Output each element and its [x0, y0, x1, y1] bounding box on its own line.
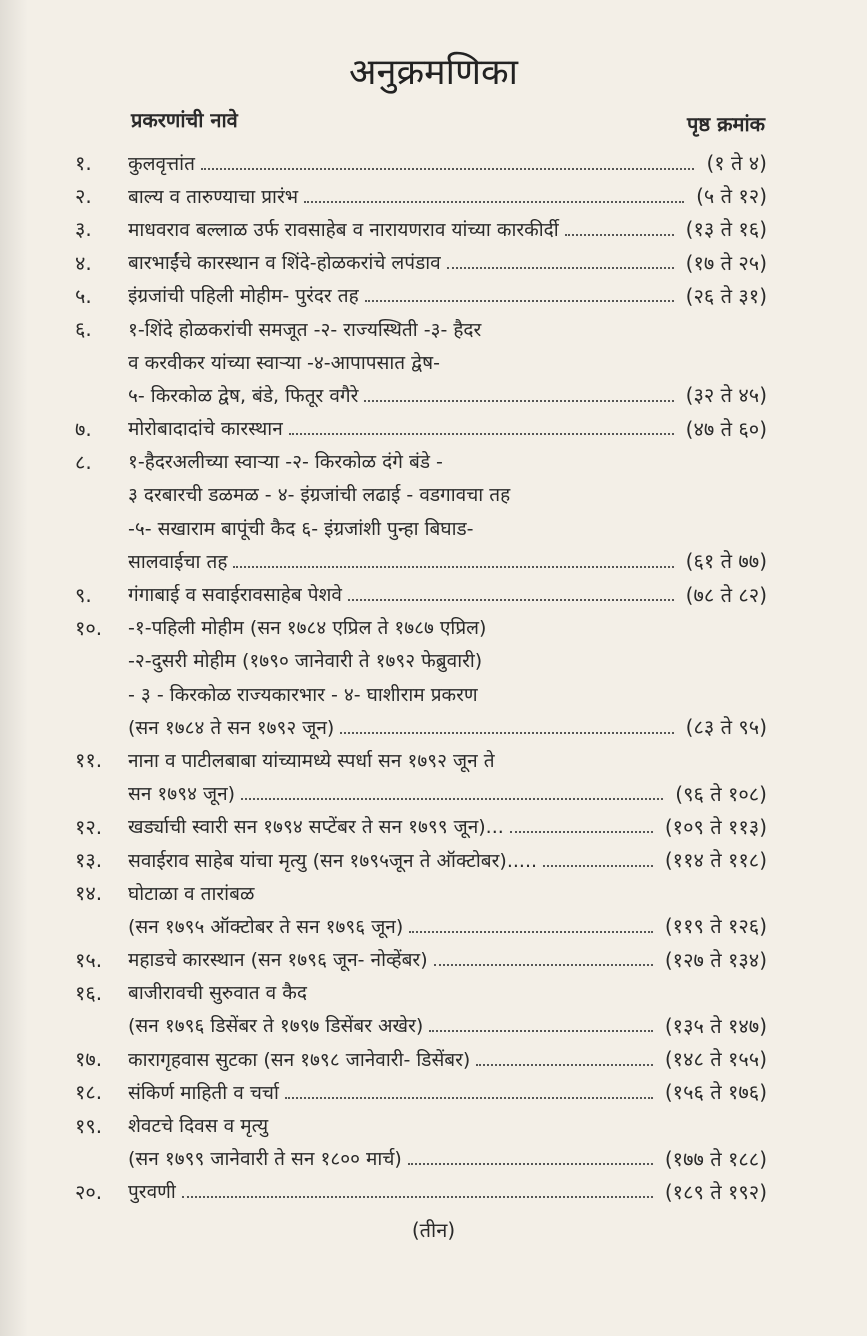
- chapter-title-text: [128, 813, 767, 840]
- toc-entry: [75, 246, 767, 279]
- chapter-title: खर्ड्याची स्वारी सन १७९४ सप्टेंबर ते सन १७९९ जून)...: [128, 816, 504, 839]
- toc-entry: [75, 179, 767, 212]
- chapter-title: महाडचे कारस्थान (सन १७९६ जून- नोव्हेंबर): [128, 949, 428, 972]
- chapter-title-text: [128, 415, 767, 442]
- chapter-title: शेवटचे दिवस व मृत्यु: [128, 1115, 269, 1138]
- toc-entry-line: [75, 279, 767, 312]
- chapter-title: सन १७९४ जून): [128, 783, 236, 806]
- table-of-contents: [75, 146, 767, 1208]
- dot-leader: [182, 1192, 653, 1198]
- toc-entry: [75, 611, 767, 744]
- chapter-title: घोटाळा व तारांबळ: [128, 882, 255, 905]
- chapter-title: कारागृहवास सुटका (सन १७९८ जानेवारी- डिसेंबर): [128, 1048, 471, 1071]
- chapter-number: २०.: [75, 1179, 103, 1204]
- page-range: (१०९ ते ११३): [664, 814, 767, 839]
- dot-leader: [429, 1026, 653, 1032]
- toc-entry: [75, 212, 767, 245]
- chapter-title-text: [128, 614, 767, 640]
- chapter-number: ९.: [75, 582, 92, 607]
- page-range: (१७७ ते १८८): [664, 1146, 767, 1171]
- page-range: (७८ ते ८२): [685, 582, 767, 607]
- toc-entry: [75, 743, 767, 809]
- chapter-title-text: [128, 1012, 767, 1039]
- chapter-title: मोरोबादादांचे कारस्थान: [128, 418, 283, 441]
- toc-entry-line: [75, 312, 767, 345]
- toc-entry-line: [75, 843, 767, 876]
- chapter-title-text: [128, 647, 767, 673]
- dot-leader: [476, 1060, 653, 1066]
- chapter-title-text: [128, 182, 767, 209]
- chapter-number: १५.: [75, 947, 103, 972]
- page-range: (१२७ ते १३४): [664, 947, 767, 972]
- dot-leader: [434, 960, 653, 966]
- toc-entry: [75, 445, 767, 578]
- page-edge-shadow: [0, 0, 28, 1336]
- chapter-title-text: [128, 448, 767, 474]
- toc-entry-line: [75, 976, 767, 1009]
- page-number-footer: (तीन): [411, 1218, 456, 1242]
- toc-entry-line: [75, 1108, 767, 1141]
- toc-entry: [75, 1108, 767, 1174]
- toc-entry-line: [75, 1009, 767, 1042]
- chapter-title: गंगाबाई व सवाईरावसाहेब पेशवे: [128, 584, 342, 607]
- chapter-title: ३ दरबारची डळमळ - ४- इंग्रजांची लढाई - वडगावचा तह: [128, 484, 511, 507]
- page-range: (९६ ते १०८): [675, 781, 767, 806]
- toc-entry-line: [75, 345, 767, 378]
- chapter-title-text: [128, 681, 767, 707]
- chapter-number: १८.: [75, 1080, 103, 1105]
- chapter-title-text: [128, 1178, 767, 1205]
- chapter-number: १०.: [75, 615, 103, 640]
- dot-leader: [510, 827, 653, 833]
- chapter-title: - ३ - किरकोळ राज्यकारभार - ४- घाशीराम प्रकरण: [128, 683, 478, 706]
- pages-column-header: पृष्ठ क्रमांक: [687, 112, 765, 136]
- chapter-title: बाल्य व तारुण्याचा प्रारंभ: [128, 185, 299, 208]
- chapter-title-text: [128, 747, 767, 773]
- toc-entry: [75, 843, 767, 876]
- page-range: (१४८ ते १५५): [664, 1047, 767, 1072]
- toc-entry-line: [75, 777, 767, 810]
- dot-leader: [565, 230, 674, 236]
- toc-entry-line: [75, 677, 767, 710]
- chapter-title: -१-पहिली मोहीम (सन १७८४ एप्रिल ते १७८७ एप्रिल): [128, 617, 487, 640]
- page-range: (१३५ ते १४७): [664, 1013, 767, 1038]
- toc-entry: [75, 279, 767, 312]
- dot-leader: [289, 429, 674, 435]
- chapter-title: सालवाईचा तह: [128, 550, 228, 573]
- chapter-title-text: [128, 946, 767, 973]
- chapter-title-text: [128, 912, 767, 939]
- chapter-number: २.: [75, 184, 92, 209]
- toc-entry-line: [75, 1175, 767, 1208]
- chapter-title-text: [128, 979, 767, 1005]
- chapter-number: १७.: [75, 1047, 103, 1072]
- toc-entry-line: [75, 810, 767, 843]
- dot-leader: [241, 794, 663, 800]
- page-range: (८३ ते ९५): [685, 715, 767, 740]
- chapter-title-text: [128, 282, 767, 309]
- toc-entry-line: [75, 876, 767, 909]
- dot-leader: [201, 164, 695, 170]
- toc-entry-line: [75, 445, 767, 478]
- toc-entry-line: [75, 378, 767, 411]
- chapter-title: बारभाईंचे कारस्थान व शिंदे-होळकरांचे लपंडाव: [128, 252, 441, 275]
- chapter-title: १-हैदरअलीच्या स्वाऱ्या -२- किरकोळ दंगे बंडे -: [128, 451, 443, 474]
- chapter-title-text: [128, 1078, 767, 1105]
- chapter-title: ५- किरकोळ द्वेष, बंडे, फितूर वगैरे: [128, 384, 359, 407]
- toc-entry-line: [75, 1042, 767, 1075]
- toc-entry-line: [75, 644, 767, 677]
- page-range: (४७ ते ६०): [685, 416, 767, 441]
- page-range: (१५६ ते १७६): [664, 1080, 767, 1105]
- dot-leader: [365, 296, 674, 302]
- toc-entry-line: [75, 743, 767, 776]
- dot-leader: [543, 861, 653, 867]
- page-range: (१ ते ४): [706, 151, 767, 176]
- toc-entry-line: [75, 412, 767, 445]
- toc-entry-line: [75, 909, 767, 942]
- page-range: (३२ ते ४५): [685, 383, 767, 408]
- chapter-title-text: [128, 481, 767, 507]
- chapter-number: १२.: [75, 814, 103, 839]
- chapter-title-text: [128, 149, 767, 176]
- dot-leader: [340, 728, 673, 734]
- chapter-title-text: [128, 1145, 767, 1172]
- chapter-title: सवाईराव साहेब यांचा मृत्यु (सन १७९५जून ते ऑक्टोबर).....: [128, 849, 538, 872]
- toc-entry: [75, 577, 767, 610]
- chapter-number: १९.: [75, 1113, 103, 1138]
- toc-entry: [75, 1075, 767, 1108]
- chapter-title-text: [128, 515, 767, 541]
- chapter-title: -५- सखाराम बापूंची कैद ६- इंग्रजांशी पुन्हा बिघाड-: [128, 517, 474, 540]
- dot-leader: [364, 396, 673, 402]
- page-range: (५ ते १२): [696, 184, 767, 209]
- toc-entry-line: [75, 179, 767, 212]
- chapter-title: (सन १७९५ ऑक्टोबर ते सन १७९६ जून): [128, 915, 404, 938]
- chapter-number: ३.: [75, 217, 92, 242]
- chapter-title-text: [128, 215, 767, 242]
- toc-entry: [75, 146, 767, 179]
- page-range: (१७ ते २५): [685, 250, 767, 275]
- chapter-title: इंग्रजांची पहिली मोहीम- पुरंदर तह: [128, 285, 359, 308]
- toc-entry: [75, 943, 767, 976]
- toc-entry: [75, 312, 767, 412]
- toc-entry: [75, 876, 767, 942]
- chapter-title-text: [128, 316, 767, 342]
- chapter-number: ६.: [75, 317, 92, 342]
- dot-leader: [408, 1159, 653, 1165]
- chapter-title-text: [128, 1045, 767, 1072]
- chapter-title: -२-दुसरी मोहीम (१७९० जानेवारी ते १७९२ फेब्रुवारी): [128, 650, 483, 673]
- chapter-title: माधवराव बल्लाळ उर्फ रावसाहेब व नारायणराव यांच्या कारकीर्दी: [128, 218, 559, 241]
- chapter-title: व करवीकर यांच्या स्वाऱ्या -४-आपापसात द्वेष-: [128, 351, 440, 374]
- toc-entry-line: [75, 577, 767, 610]
- page-range: (२६ ते ३१): [685, 283, 767, 308]
- chapter-title-text: [128, 1112, 767, 1138]
- chapter-title-text: [128, 880, 767, 906]
- chapter-number: ५.: [75, 283, 92, 308]
- chapter-title-text: [128, 780, 767, 807]
- chapter-title: (सन १७८४ ते सन १७९२ जून): [128, 716, 335, 739]
- dot-leader: [447, 263, 674, 269]
- chapter-title: (सन १७९९ जानेवारी ते सन १८०० मार्च): [128, 1148, 402, 1171]
- chapter-title: १-शिंदे होळकरांची समजूत -२- राज्यस्थिती -३- हैदर: [128, 318, 482, 341]
- page-range: (६१ ते ७७): [685, 549, 767, 574]
- chapter-title: कुलवृत्तांत: [128, 152, 195, 175]
- dot-leader: [409, 927, 653, 933]
- page-range: (१३ ते १६): [685, 217, 767, 242]
- page-range: (१८९ ते १९२): [664, 1179, 767, 1204]
- dot-leader: [285, 1093, 653, 1099]
- toc-entry: [75, 810, 767, 843]
- chapter-title: बाजीरावची सुरुवात व कैद: [128, 982, 307, 1005]
- dot-leader: [304, 197, 684, 203]
- chapter-title: नाना व पाटीलबाबा यांच्यामध्ये स्पर्धा सन १७९२ जून ते: [128, 749, 495, 772]
- chapter-title: संकिर्ण माहिती व चर्चा: [128, 1081, 279, 1104]
- toc-entry-line: [75, 1142, 767, 1175]
- chapter-title: पुरवणी: [128, 1181, 176, 1204]
- chapter-title-text: [128, 547, 767, 574]
- page-range: (११४ ते ११८): [664, 848, 767, 873]
- chapter-title-text: [128, 249, 767, 276]
- chapter-number: १६.: [75, 980, 103, 1005]
- toc-entry-line: [75, 146, 767, 179]
- toc-entry-line: [75, 246, 767, 279]
- chapter-title-text: [128, 713, 767, 740]
- chapter-number: १४.: [75, 881, 103, 906]
- page-range: (११९ ते १२६): [664, 914, 767, 939]
- chapter-title-text: [128, 581, 767, 608]
- toc-entry: [75, 976, 767, 1042]
- toc-entry-line: [75, 212, 767, 245]
- toc-entry-line: [75, 611, 767, 644]
- toc-entry-line: [75, 478, 767, 511]
- chapter-number: ११.: [75, 748, 103, 773]
- toc-entry: [75, 1042, 767, 1075]
- chapter-title-text: [128, 349, 767, 375]
- toc-entry-line: [75, 544, 767, 577]
- page-title: अनुक्रमणिका: [349, 52, 518, 93]
- chapter-title-text: [128, 381, 767, 408]
- dot-leader: [348, 595, 674, 601]
- toc-entry-line: [75, 943, 767, 976]
- toc-entry-line: [75, 710, 767, 743]
- toc-entry-line: [75, 511, 767, 544]
- chapter-number: ४.: [75, 250, 92, 275]
- chapter-title-text: [128, 846, 767, 873]
- chapter-number: ७.: [75, 416, 92, 441]
- chapters-column-header: प्रकरणांची नावे: [131, 108, 238, 132]
- chapter-number: १.: [75, 151, 92, 176]
- dot-leader: [233, 562, 673, 568]
- toc-entry-line: [75, 1075, 767, 1108]
- chapter-number: १३.: [75, 848, 103, 873]
- chapter-number: ८.: [75, 449, 92, 474]
- chapter-title: (सन १७९६ डिसेंबर ते १७९७ डिसेंबर अखेर): [128, 1015, 424, 1038]
- toc-entry: [75, 412, 767, 445]
- toc-entry: [75, 1175, 767, 1208]
